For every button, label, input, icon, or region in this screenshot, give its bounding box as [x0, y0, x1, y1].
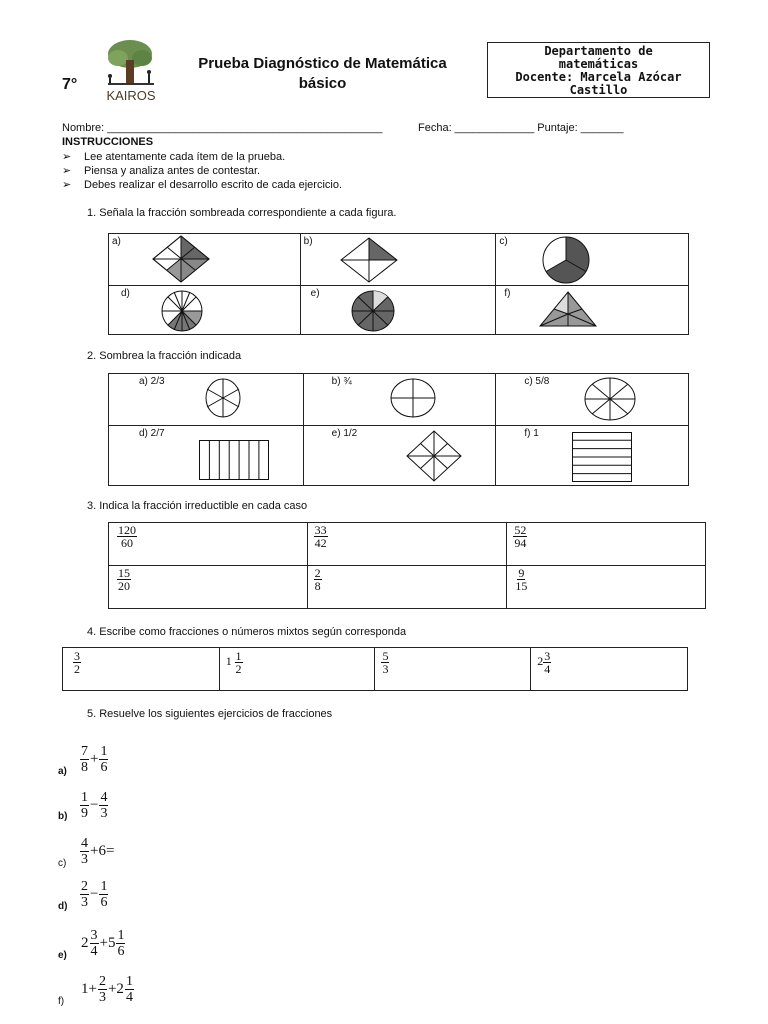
q4-table — [62, 647, 688, 691]
question-4: 4. Escribe como fracciones o números mixtos según corresponda — [87, 626, 407, 638]
q3-cell — [507, 566, 706, 609]
q4-cell — [63, 648, 220, 691]
exercise-f: 1+ $\frac{2}{3}$ +2 $\frac{1}{4}$ — [81, 974, 133, 1005]
department-box — [487, 42, 710, 98]
exercise-label: e) — [58, 950, 67, 961]
bar-figure-2f — [572, 432, 632, 482]
q2-cell-a: a) 2/3 — [109, 374, 304, 426]
q4-cell — [375, 648, 531, 691]
exercise-c: $\frac{4}{3}$ +6= — [81, 836, 115, 867]
circle-figure-2a — [205, 378, 241, 418]
exercise-label: c) — [58, 858, 67, 869]
q2-cell-c: c) 5/8 — [496, 374, 689, 426]
school-logo — [92, 36, 170, 104]
exercise-label: d) — [58, 901, 68, 912]
q2-cell-e: e) 1/2 — [303, 426, 496, 486]
q1-cell-f: f) — [496, 286, 689, 335]
q3-cell — [109, 566, 308, 609]
exercise-b: $\frac{1}{9}$ − $\frac{4}{3}$ — [81, 790, 108, 821]
question-3: 3. Indica la fracción irreductible en cada caso — [87, 500, 308, 512]
department-line: matemáticas — [558, 57, 639, 71]
q2-table — [108, 373, 689, 486]
q3-table — [108, 522, 706, 609]
fraction: $\frac{33}{42}$ — [314, 523, 327, 550]
fraction: $\frac{15}{20}$ — [118, 566, 130, 593]
department-line: Departamento de — [544, 44, 653, 58]
instruction-item: ➢ Debes realizar el desarrollo escrito de cada ejercicio. — [62, 179, 343, 191]
teacher-line: Docente: Marcela Azócar — [515, 70, 682, 84]
diamond-figure-2e — [406, 430, 462, 482]
exercise-a: $\frac{7}{8}$ + $\frac{1}{6}$ — [81, 744, 108, 775]
fraction: $\frac{9}{15}$ — [515, 566, 528, 593]
exercise-label: b) — [58, 811, 68, 822]
question-2: 2. Sombrea la fracción indicada — [87, 350, 242, 362]
q1-cell-d: d) — [109, 286, 301, 335]
instruction-item: ➢ Lee atentamente cada ítem de la prueba. — [62, 151, 286, 163]
exercise-label: a) — [58, 766, 67, 777]
bar-figure-2d — [199, 440, 269, 480]
fraction: $\frac{120}{60}$ — [118, 523, 136, 550]
q2-cell-f: f) 1 — [496, 426, 689, 486]
bullet-arrow-icon: ➢ — [62, 165, 72, 177]
teacher-line: Castillo — [569, 83, 628, 97]
grade-label: 7° — [62, 76, 78, 93]
exercise-label: f) — [58, 996, 65, 1007]
logo-text: KAIROS — [106, 88, 156, 103]
date-score-field[interactable]: Fecha: _____________ Puntaje: _______ — [418, 122, 624, 134]
q2-cell-b: b) ¾ — [303, 374, 496, 426]
q1-cell-e: e) — [300, 286, 496, 335]
triangle-figure-f — [540, 292, 596, 326]
fraction: $\frac{1}{2}$ — [235, 649, 242, 676]
instruction-item: ➢ Piensa y analiza antes de contestar. — [62, 165, 261, 177]
circle-figure-d — [161, 290, 203, 332]
circle-figure-e — [351, 290, 395, 332]
circle-figure-2b — [390, 378, 436, 418]
q1-cell-c: c) — [496, 234, 689, 286]
exercise-d: $\frac{2}{3}$ − $\frac{1}{6}$ — [81, 879, 108, 910]
circle-figure-2c — [584, 377, 636, 421]
circle-figure-c — [542, 236, 590, 284]
instructions-heading: INSTRUCCIONES — [62, 136, 154, 148]
fraction: $\frac{52}{94}$ — [514, 523, 527, 550]
fraction: $\frac{2}{8}$ — [314, 566, 321, 593]
q3-cell — [307, 523, 507, 566]
diamond-figure-b — [341, 238, 397, 282]
bullet-arrow-icon: ➢ — [62, 179, 72, 191]
question-1: 1. Señala la fracción sombreada correspondiente a cada figura. — [87, 207, 397, 219]
q1-cell-a: a) — [109, 234, 301, 286]
fraction: $\frac{3}{2}$ — [74, 649, 80, 676]
q2-cell-d: d) 2/7 — [109, 426, 304, 486]
fraction: $\frac{3}{4}$ — [544, 649, 551, 676]
q4-cell: 2 $\frac{3}{4}$ — [531, 648, 688, 691]
exercise-e: 2 $\frac{3}{4}$ +5 $\frac{1}{6}$ — [81, 928, 125, 959]
q1-cell-b: b) — [300, 234, 496, 286]
q1-table — [108, 233, 689, 335]
q4-cell: 1 $\frac{1}{2}$ — [219, 648, 375, 691]
fraction: $\frac{5}{3}$ — [382, 649, 389, 676]
q3-cell — [307, 566, 507, 609]
question-5: 5. Resuelve los siguientes ejercicios de fracciones — [87, 708, 333, 720]
q3-cell — [507, 523, 706, 566]
q3-cell — [109, 523, 308, 566]
name-field[interactable]: Nombre: _____________________________________________ — [62, 122, 383, 134]
page-title: Prueba Diagnóstico de Matemática básico — [198, 55, 447, 92]
bullet-arrow-icon: ➢ — [62, 151, 72, 163]
diamond-figure-a — [153, 236, 209, 282]
